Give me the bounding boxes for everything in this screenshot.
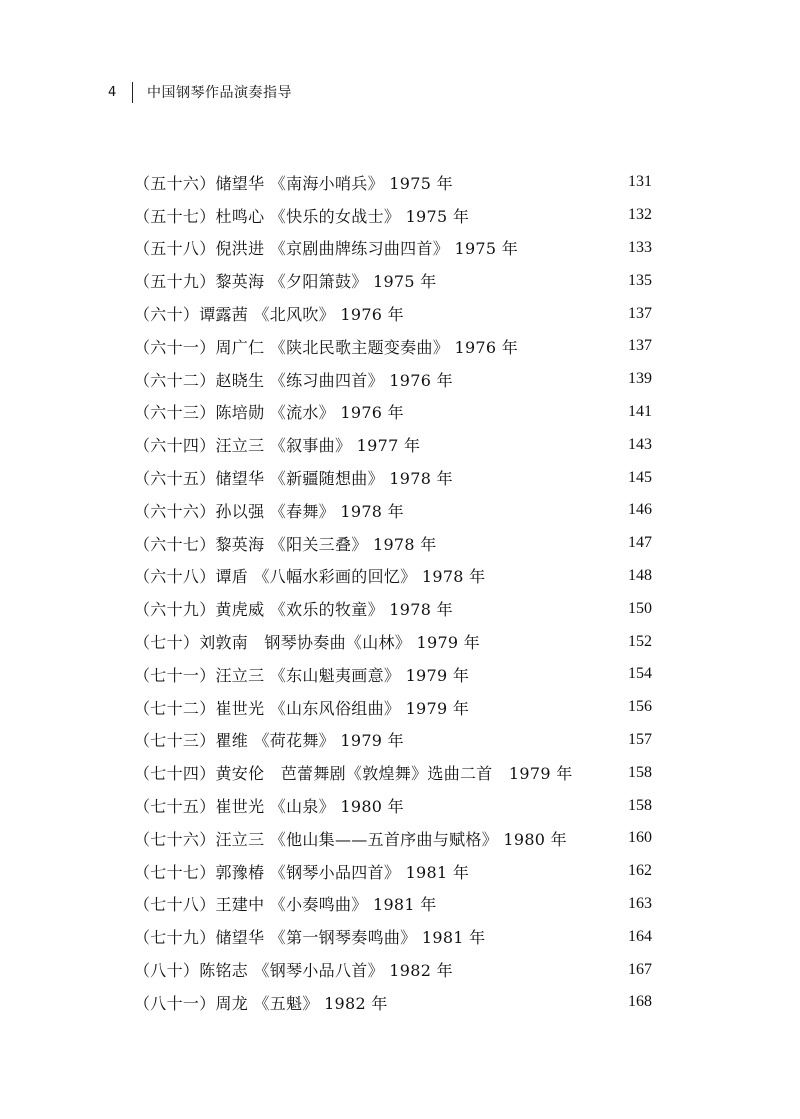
toc-entry-row bbox=[134, 756, 652, 789]
toc-entry-title: （七十一）汪立三 《东山魁夷画意》 1979 年 bbox=[134, 665, 470, 685]
toc-entry-page-number: 152 bbox=[628, 632, 652, 650]
toc-entry-row bbox=[134, 560, 652, 593]
running-header bbox=[108, 80, 292, 104]
toc-entry-page-number: 154 bbox=[628, 665, 652, 683]
header-divider bbox=[132, 82, 133, 103]
toc-entry-title: （八十一）周龙 《五魁》 1982 年 bbox=[134, 993, 388, 1013]
toc-entry-row bbox=[134, 855, 652, 888]
page-number: 4 bbox=[108, 84, 117, 100]
toc-entry-title: （五十八）倪洪进 《京剧曲牌练习曲四首》 1975 年 bbox=[134, 239, 519, 259]
toc-entry-title: （六十四）汪立三 《叙事曲》 1977 年 bbox=[134, 436, 421, 456]
toc-entry-row bbox=[134, 461, 652, 494]
toc-entry-title: （六十五）储望华 《新疆随想曲》 1978 年 bbox=[134, 469, 453, 489]
toc-entry-row bbox=[134, 658, 652, 691]
toc-entry-page-number: 132 bbox=[628, 206, 652, 224]
toc-entry-page-number: 133 bbox=[628, 238, 652, 256]
toc-entry-page-number: 139 bbox=[628, 370, 652, 388]
toc-entry-title: （七十八）王建中 《小奏鸣曲》 1981 年 bbox=[134, 895, 437, 915]
toc-entry-row bbox=[134, 822, 652, 855]
toc-entry-page-number: 135 bbox=[628, 271, 652, 289]
toc-entry-title: （七十六）汪立三 《他山集——五首序曲与赋格》 1980 年 bbox=[134, 829, 567, 849]
toc-entry-title: （六十六）孙以强 《春舞》 1978 年 bbox=[134, 501, 404, 521]
toc-entry-row bbox=[134, 724, 652, 757]
toc-entry-title: （五十七）杜鸣心 《快乐的女战士》 1975 年 bbox=[134, 206, 470, 226]
toc-entry-title: （八十）陈铭志 《钢琴小品八首》 1982 年 bbox=[134, 961, 453, 981]
toc-entry-page-number: 145 bbox=[628, 468, 652, 486]
toc-entry-row bbox=[134, 396, 652, 429]
toc-entry-row bbox=[134, 199, 652, 232]
toc-entry-title: （七十三）瞿维 《荷花舞》 1979 年 bbox=[134, 731, 404, 751]
toc-entry-page-number: 160 bbox=[628, 829, 652, 847]
toc-entry-row bbox=[134, 428, 652, 461]
toc-entry-page-number: 137 bbox=[628, 337, 652, 355]
toc-entry-title: （七十七）郭豫椿 《钢琴小品四首》 1981 年 bbox=[134, 862, 470, 882]
toc-entry-title: （六十三）陈培勋 《流水》 1976 年 bbox=[134, 403, 404, 423]
toc-entry-row bbox=[134, 166, 652, 199]
toc-entry-title: （六十九）黄虎威 《欢乐的牧童》 1978 年 bbox=[134, 600, 453, 620]
toc-entry-page-number: 158 bbox=[628, 796, 652, 814]
toc-entry-page-number: 156 bbox=[628, 698, 652, 716]
toc-entry-title: （七十）刘敦南 钢琴协奏曲《山林》 1979 年 bbox=[134, 633, 481, 653]
toc-entry-page-number: 164 bbox=[628, 927, 652, 945]
toc-entry-page-number: 143 bbox=[628, 435, 652, 453]
book-title: 中国钢琴作品演奏指导 bbox=[147, 85, 292, 101]
toc-entry-title: （六十二）赵晓生 《练习曲四首》 1976 年 bbox=[134, 370, 453, 390]
toc-entry-title: （七十二）崔世光 《山东风俗组曲》 1979 年 bbox=[134, 698, 470, 718]
toc-entry-row bbox=[134, 691, 652, 724]
toc-entry-page-number: 162 bbox=[628, 862, 652, 880]
toc-entry-row bbox=[134, 625, 652, 658]
toc-entry-page-number: 147 bbox=[628, 534, 652, 552]
toc-entry-page-number: 137 bbox=[628, 304, 652, 322]
toc-entry-page-number: 146 bbox=[628, 501, 652, 519]
toc-entry-title: （七十五）崔世光 《山泉》 1980 年 bbox=[134, 797, 404, 817]
toc-entry-row bbox=[134, 232, 652, 265]
toc-entry-page-number: 131 bbox=[628, 173, 652, 191]
toc-entry-page-number: 158 bbox=[628, 763, 652, 781]
toc-entry-title: （五十六）储望华 《南海小哨兵》 1975 年 bbox=[134, 173, 453, 193]
toc-entry-row bbox=[134, 494, 652, 527]
toc-entry-title: （七十九）储望华 《第一钢琴奏鸣曲》 1981 年 bbox=[134, 928, 486, 948]
toc-entry-row bbox=[134, 592, 652, 625]
toc-entry-title: （六十八）谭盾 《八幅水彩画的回忆》 1978 年 bbox=[134, 567, 486, 587]
toc-entry-page-number: 163 bbox=[628, 894, 652, 912]
toc-entry-title: （六十一）周广仁 《陕北民歌主题变奏曲》 1976 年 bbox=[134, 337, 519, 357]
toc-entry-page-number: 141 bbox=[628, 402, 652, 420]
toc-entry-page-number: 167 bbox=[628, 960, 652, 978]
table-of-contents bbox=[134, 166, 652, 1019]
toc-entry-title: （六十七）黎英海 《阳关三叠》 1978 年 bbox=[134, 534, 437, 554]
toc-entry-row bbox=[134, 920, 652, 953]
toc-entry-title: （六十）谭露茜 《北风吹》 1976 年 bbox=[134, 305, 404, 325]
toc-entry-row bbox=[134, 888, 652, 921]
toc-entry-title: （五十九）黎英海 《夕阳箫鼓》 1975 年 bbox=[134, 272, 437, 292]
toc-entry-title: （七十四）黄安伦 芭蕾舞剧《敦煌舞》选曲二首 1979 年 bbox=[134, 764, 573, 784]
toc-entry-page-number: 157 bbox=[628, 730, 652, 748]
toc-entry-row bbox=[134, 264, 652, 297]
toc-entry-page-number: 150 bbox=[628, 599, 652, 617]
toc-entry-row bbox=[134, 953, 652, 986]
toc-entry-row bbox=[134, 527, 652, 560]
toc-entry-row bbox=[134, 789, 652, 822]
toc-entry-row bbox=[134, 986, 652, 1019]
toc-entry-row bbox=[134, 330, 652, 363]
toc-entry-page-number: 148 bbox=[628, 566, 652, 584]
toc-entry-page-number: 168 bbox=[628, 993, 652, 1011]
toc-entry-row bbox=[134, 363, 652, 396]
toc-entry-row bbox=[134, 297, 652, 330]
